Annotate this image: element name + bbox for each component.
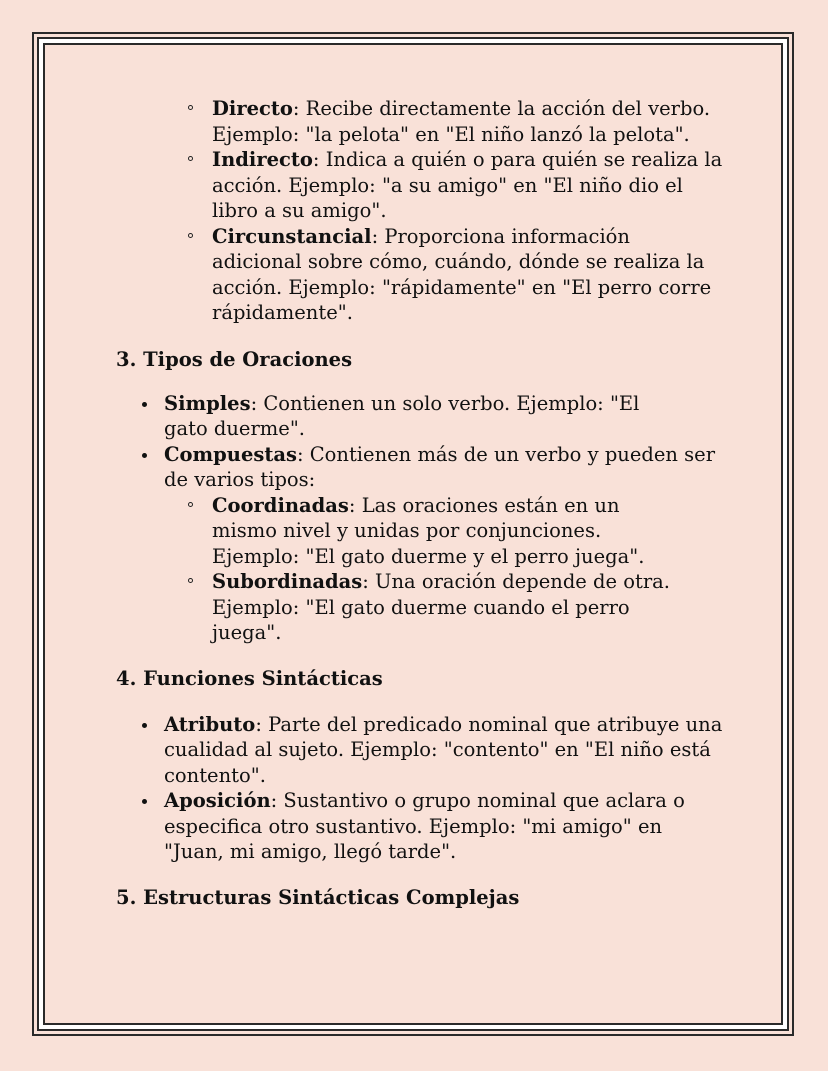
- circle-bullet-icon: [188, 578, 193, 583]
- objeto-list: [116, 96, 726, 326]
- circle-bullet-icon: [188, 105, 193, 110]
- term-label: Directo: [212, 97, 293, 120]
- list-item-circunstancial: [116, 224, 724, 326]
- term-description: : Indica a quién o para quién se realiza la acción. Ejemplo: "a su amigo" en "El niño dio el libro a su amigo".: [212, 148, 723, 222]
- document-content: [116, 96, 726, 911]
- bullet-icon: [142, 402, 147, 407]
- term-description: : Proporciona información adicional sobre cómo, cuándo, dónde se realiza la acción. Ejemplo: "rápidamente" en "El perro corre rápidamente".: [212, 224, 712, 324]
- term-description: : Contienen más de un verbo y pueden ser de varios tipos:: [164, 442, 716, 491]
- term-label: Aposición: [164, 789, 271, 812]
- section-5-heading: 5. Estructuras Sintácticas Complejas: [116, 885, 520, 909]
- circle-bullet-icon: [188, 156, 193, 161]
- term-label: Simples: [164, 391, 251, 415]
- list-item-subordinadas: [116, 569, 682, 646]
- term-label: Indirecto: [212, 148, 313, 171]
- list-item-indirecto: [116, 147, 724, 224]
- term-description: : Contienen un solo verbo. Ejemplo: "El gato duerme".: [164, 391, 640, 440]
- list-item-directo: [116, 96, 724, 147]
- circle-bullet-icon: [188, 502, 193, 507]
- bullet-icon: [142, 453, 147, 458]
- tipos-list: [116, 391, 726, 646]
- term-description: : Una oración depende de otra. Ejemplo: "El gato duerme cuando el perro juega".: [212, 570, 670, 644]
- bullet-icon: [142, 723, 147, 728]
- term-label: Coordinadas: [212, 493, 349, 517]
- term-label: Circunstancial: [212, 224, 372, 248]
- list-item-aposicion: [116, 788, 724, 865]
- list-item-atributo: [116, 712, 724, 789]
- list-item-coordinadas: [116, 493, 682, 570]
- funciones-list: [116, 712, 726, 865]
- section-4-heading: 4. Funciones Sintácticas: [116, 666, 383, 690]
- term-description: : Sustantivo o grupo nominal que aclara o especifica otro sustantivo. Ejemplo: "mi amigo" en "Juan, mi amigo, llegó tarde".: [164, 789, 685, 863]
- term-label: Subordinadas: [212, 570, 363, 593]
- list-item-compuestas: [116, 442, 724, 493]
- circle-bullet-icon: [188, 233, 193, 238]
- term-description: : Las oraciones están en un mismo nivel y unidas por conjunciones. Ejemplo: "El gato duerme y el perro juega".: [212, 493, 645, 568]
- term-description: : Recibe directamente la acción del verbo. Ejemplo: "la pelota" en "El niño lanzó la pelota".: [212, 97, 711, 146]
- bullet-icon: [142, 799, 147, 804]
- list-item-simples: [116, 391, 684, 442]
- term-label: Compuestas: [164, 442, 297, 466]
- section-3-heading: 3. Tipos de Oraciones: [116, 347, 353, 371]
- term-description: : Parte del predicado nominal que atribuye una cualidad al sujeto. Ejemplo: "contento" en "El niño está contento".: [164, 712, 723, 787]
- term-label: Atributo: [164, 712, 256, 736]
